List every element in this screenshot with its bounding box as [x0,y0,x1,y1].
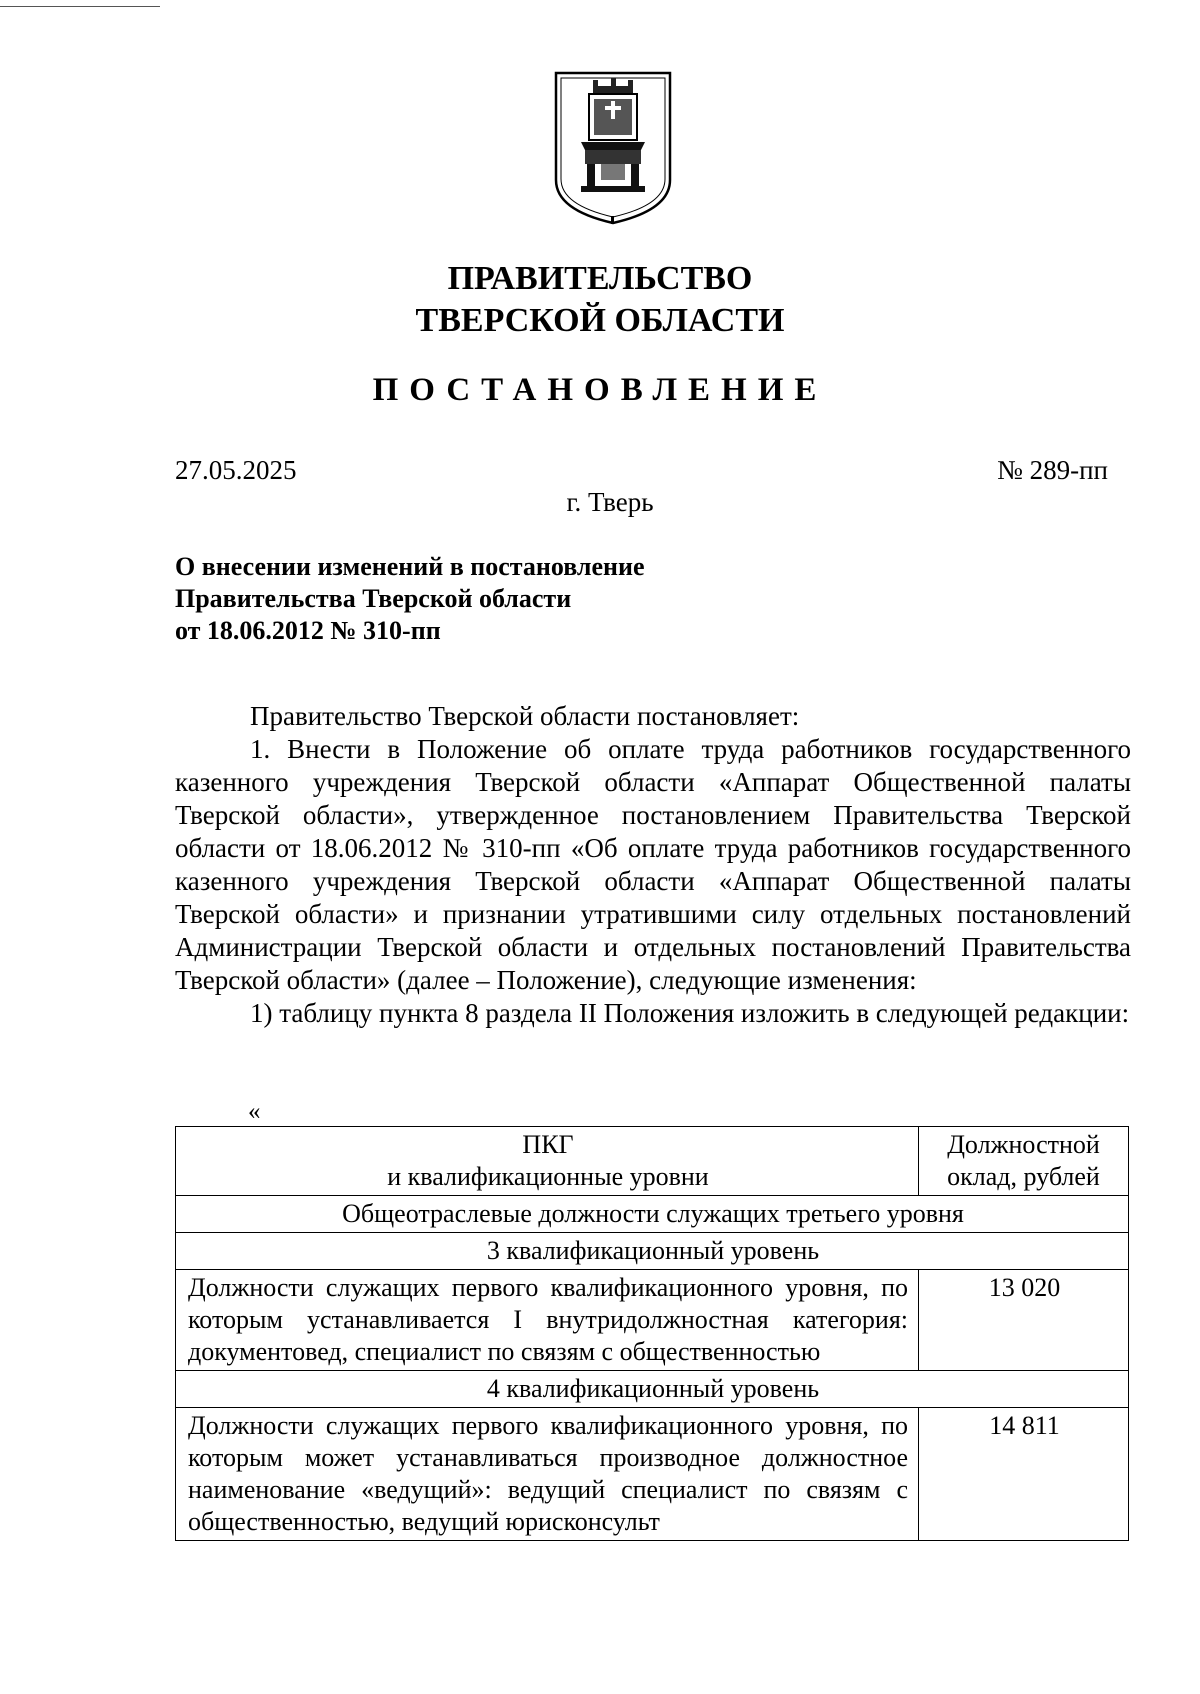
table-header-salary [919,1127,1129,1196]
document-date: 27.05.2025 [175,455,297,485]
table-level-row [176,1233,1129,1270]
document-number: № 289-пп [997,455,1108,485]
table-level-4-title: 4 квалификационный уровень [176,1371,1129,1408]
body-paragraph-1: Правительство Тверской области постановляет: [250,701,800,731]
table-level-3-title: 3 квалификационный уровень [176,1233,1129,1270]
subject-line3: от 18.06.2012 № 310-пп [175,616,441,645]
table-row-1-salary: 13 020 [919,1270,1129,1371]
document-body [175,700,1131,1030]
table-group-title: Общеотраслевые должности служащих третьего уровня [176,1196,1129,1233]
tver-coat-of-arms-emblem [553,70,673,226]
document-city: г. Тверь [566,487,654,517]
table-header-pkg [176,1127,919,1196]
table-level-row [176,1371,1129,1408]
body-paragraph-3: 1) таблицу пункта 8 раздела II Положения изложить в следующей редакции: [250,998,1130,1028]
body-paragraph-2: 1. Внести в Положение об оплате труда работников государственного казенного учреждения Тверской области «Аппарат Общественной палаты Тверской области», утвержденное постановлением Правительства Тверской области от 18.06.2012 № 310-пп «Об оплате труда работников государственного казенного учреждения Тверской области «Аппарат Общественной палаты Тверской области» и признании утратившими силу отдельных постановлений Администрации Тверской области и отдельных постановлений Правительства Тверской области» (далее – Положение), следующие изменения: [175,734,1131,995]
opening-quote-mark: « [248,1098,261,1125]
organization-name-line1: ПРАВИТЕЛЬСТВО [447,260,753,297]
table-row [176,1270,1129,1371]
document-type: ПОСТАНОВЛЕНИЕ [372,372,828,408]
table-header-pkg-line2: и квалификационные уровни [387,1162,709,1191]
table-row-1-description: Должности служащих первого квалификационного уровня, по которым устанавливается I внутридолжностная категория: документовед, специалист по связям с общественностью [176,1270,919,1371]
table-row-2-description: Должности служащих первого квалификационного уровня, по которым может устанавливаться производное должностное наименование «ведущий»: ведущий специалист по связям с общественностью, ведущий юрисконсульт [176,1408,919,1541]
table-header-salary-line2: оклад, рублей [947,1162,1100,1191]
document-subject [175,551,645,647]
organization-name [0,258,1200,342]
salary-table [175,1126,1129,1541]
subject-line1: О внесении изменений в постановление [175,552,645,581]
organization-name-line2: ТВЕРСКОЙ ОБЛАСТИ [415,302,785,339]
table-header-pkg-line1: ПКГ [522,1130,574,1159]
table-row [176,1408,1129,1541]
table-header-row [176,1127,1129,1196]
subject-line2: Правительства Тверской области [175,584,572,613]
scan-artifact-line [0,6,160,7]
table-group-row [176,1196,1129,1233]
table-row-2-salary: 14 811 [919,1408,1129,1541]
table-header-salary-line1: Должностной [947,1130,1100,1159]
